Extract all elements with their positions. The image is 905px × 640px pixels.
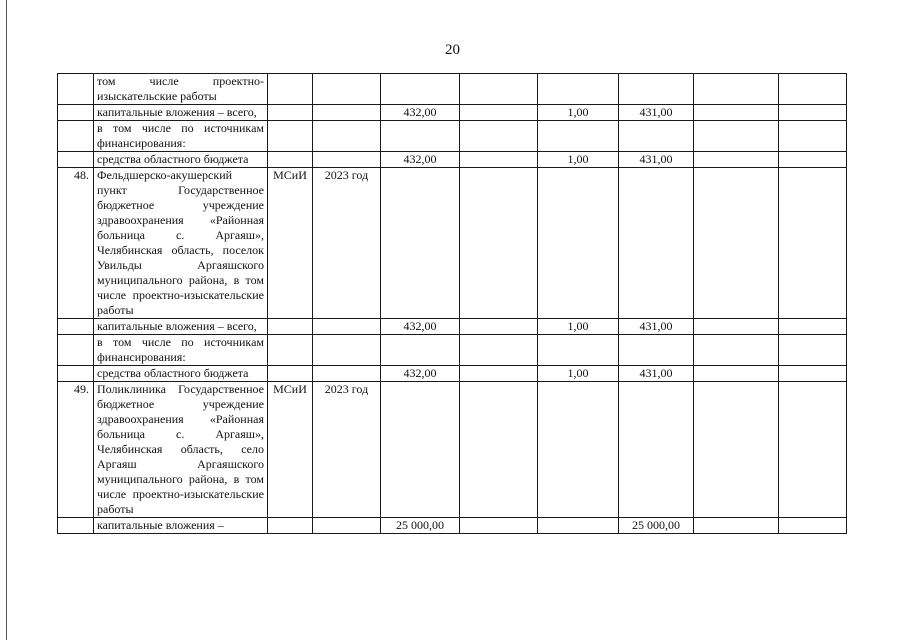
object-name-cell: капитальные вложения – (94, 518, 268, 534)
responsible-body-cell (268, 105, 313, 121)
row-number-cell: 49. (58, 382, 94, 518)
amount-2026-cell (779, 518, 847, 534)
responsible-body-cell (268, 121, 313, 152)
responsible-body-cell (268, 152, 313, 168)
year-cell (313, 366, 381, 382)
object-name-cell: в том числе по источникам финансирования: (94, 121, 268, 152)
year-cell: 2023 год (313, 382, 381, 518)
federal-funds-cell (460, 105, 538, 121)
total-amount-cell: 25 000,00 (381, 518, 460, 534)
table-row-src (58, 121, 847, 152)
table-row-src (58, 335, 847, 366)
responsible-body-cell (268, 366, 313, 382)
total-amount-cell (381, 335, 460, 366)
amount-2023-cell: 1,00 (538, 366, 619, 382)
amount-2026-cell (779, 105, 847, 121)
row-number-cell (58, 366, 94, 382)
year-cell (313, 74, 381, 105)
amount-2026-cell (779, 335, 847, 366)
amount-2026-cell (779, 319, 847, 335)
responsible-body-cell (268, 319, 313, 335)
federal-funds-cell (460, 168, 538, 319)
responsible-body-cell (268, 335, 313, 366)
federal-funds-cell (460, 366, 538, 382)
table-row-cap (58, 319, 847, 335)
amount-2023-cell (538, 121, 619, 152)
total-amount-cell (381, 121, 460, 152)
amount-2025-cell (694, 105, 779, 121)
year-cell (313, 518, 381, 534)
amount-2026-cell (779, 121, 847, 152)
total-amount-cell (381, 168, 460, 319)
federal-funds-cell (460, 74, 538, 105)
amount-2023-cell (538, 335, 619, 366)
total-amount-cell: 432,00 (381, 319, 460, 335)
row-number-cell (58, 74, 94, 105)
amount-2024-cell: 431,00 (619, 366, 694, 382)
federal-funds-cell (460, 121, 538, 152)
page-number: 20 (445, 42, 460, 58)
amount-2026-cell (779, 168, 847, 319)
amount-2024-cell (619, 168, 694, 319)
amount-2023-cell: 1,00 (538, 105, 619, 121)
amount-2023-cell (538, 382, 619, 518)
amount-2024-cell: 431,00 (619, 152, 694, 168)
amount-2023-cell (538, 168, 619, 319)
object-name-cell: средства областного бюджета (94, 152, 268, 168)
amount-2025-cell (694, 366, 779, 382)
federal-funds-cell (460, 335, 538, 366)
amount-2024-cell: 431,00 (619, 319, 694, 335)
responsible-body-cell (268, 74, 313, 105)
object-name-cell: в том числе по источникам финансирования: (94, 335, 268, 366)
table-row-object (58, 382, 847, 518)
amount-2023-cell (538, 74, 619, 105)
total-amount-cell (381, 74, 460, 105)
amount-2025-cell (694, 335, 779, 366)
amount-2025-cell (694, 121, 779, 152)
object-name-cell: средства областного бюджета (94, 366, 268, 382)
federal-funds-cell (460, 152, 538, 168)
table-row-name (58, 74, 847, 105)
year-cell: 2023 год (313, 168, 381, 319)
table-row-budget (58, 366, 847, 382)
amount-2025-cell (694, 518, 779, 534)
amount-2026-cell (779, 152, 847, 168)
total-amount-cell (381, 382, 460, 518)
investment-table (57, 73, 847, 534)
amount-2024-cell (619, 121, 694, 152)
year-cell (313, 319, 381, 335)
object-name-cell: капитальные вложения – всего, (94, 105, 268, 121)
amount-2024-cell (619, 335, 694, 366)
federal-funds-cell (460, 319, 538, 335)
total-amount-cell: 432,00 (381, 152, 460, 168)
amount-2025-cell (694, 168, 779, 319)
amount-2024-cell: 25 000,00 (619, 518, 694, 534)
table-row-budget (58, 152, 847, 168)
amount-2025-cell (694, 382, 779, 518)
scan-left-edge-line (6, 0, 7, 640)
object-name-cell: Фельдшерско-акушерский пункт Государственное бюджетное учреждение здравоохранения «Районная больница с. Аргаяш», Челябинская область, поселок Увильды Аргаяшского муниципального района, в том числе проектно-изыскательские работы (94, 168, 268, 319)
amount-2024-cell (619, 74, 694, 105)
year-cell (313, 335, 381, 366)
year-cell (313, 105, 381, 121)
responsible-body-cell (268, 518, 313, 534)
table-row-cap (58, 518, 847, 534)
amount-2026-cell (779, 382, 847, 518)
object-name-cell: том числе проектно-изыскательские работы (94, 74, 268, 105)
row-number-cell (58, 319, 94, 335)
row-number-cell (58, 335, 94, 366)
amount-2023-cell: 1,00 (538, 152, 619, 168)
federal-funds-cell (460, 382, 538, 518)
federal-funds-cell (460, 518, 538, 534)
amount-2023-cell: 1,00 (538, 319, 619, 335)
row-number-cell: 48. (58, 168, 94, 319)
amount-2024-cell: 431,00 (619, 105, 694, 121)
total-amount-cell: 432,00 (381, 105, 460, 121)
amount-2025-cell (694, 152, 779, 168)
object-name-cell: Поликлиника Государственное бюджетное учреждение здравоохранения «Районная больница с. Аргаяш», Челябинская область, село Аргаяш Аргаяшского муниципального района, в том числе проектно-изыскательские работы (94, 382, 268, 518)
amount-2023-cell (538, 518, 619, 534)
row-number-cell (58, 518, 94, 534)
amount-2026-cell (779, 366, 847, 382)
row-number-cell (58, 105, 94, 121)
amount-2024-cell (619, 382, 694, 518)
row-number-cell (58, 121, 94, 152)
row-number-cell (58, 152, 94, 168)
amount-2025-cell (694, 319, 779, 335)
responsible-body-cell: МСиИ (268, 168, 313, 319)
object-name-cell: капитальные вложения – всего, (94, 319, 268, 335)
year-cell (313, 121, 381, 152)
responsible-body-cell: МСиИ (268, 382, 313, 518)
amount-2025-cell (694, 74, 779, 105)
table-row-cap (58, 105, 847, 121)
year-cell (313, 152, 381, 168)
amount-2026-cell (779, 74, 847, 105)
table-row-object (58, 168, 847, 319)
total-amount-cell: 432,00 (381, 366, 460, 382)
